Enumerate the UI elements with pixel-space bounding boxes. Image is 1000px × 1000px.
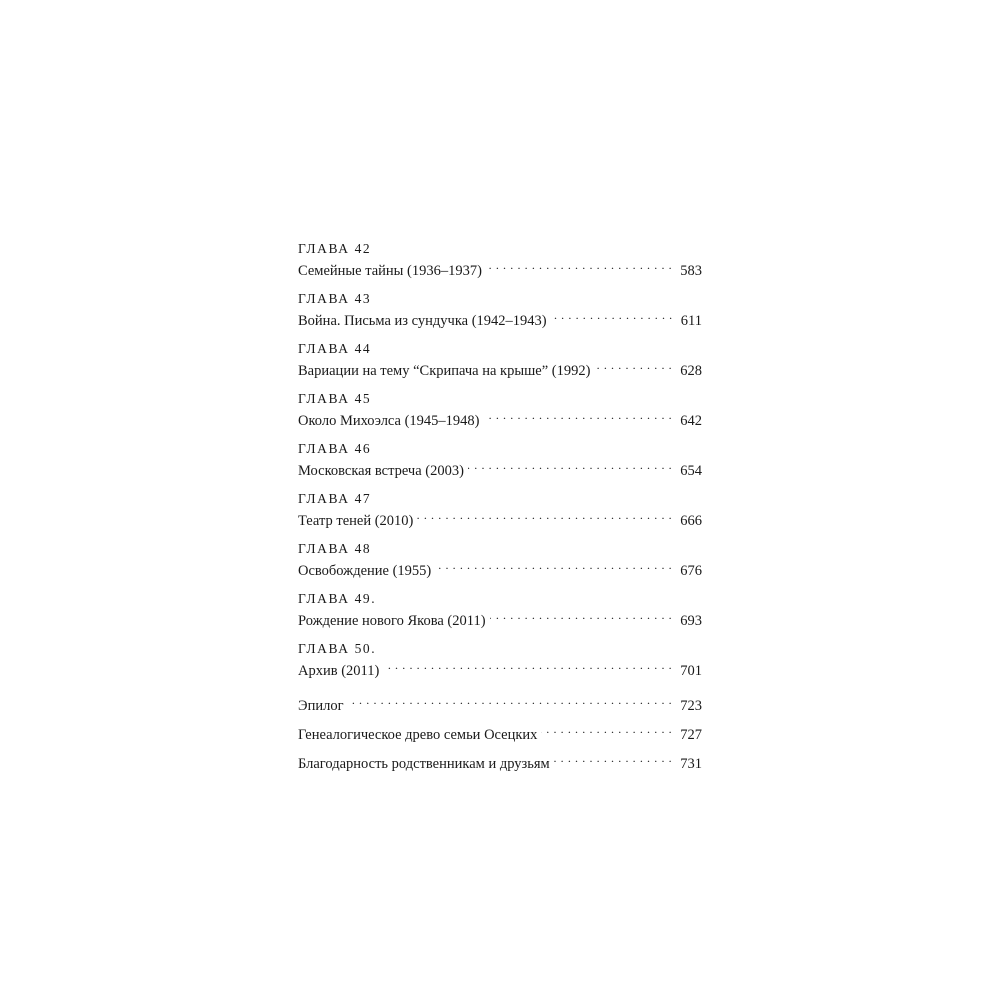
page-number: 727 [680, 727, 702, 743]
entry-title: Генеалогическое древо семьи Осецких [298, 727, 538, 743]
toc-line [298, 406, 702, 429]
chapter-title: Театр теней (2010) [298, 513, 414, 529]
chapter-title: Вариации на тему “Скрипача на крыше” (1992) [298, 363, 591, 379]
toc-line [298, 506, 702, 529]
toc-line [298, 256, 702, 279]
dot-leader [594, 356, 672, 375]
dot-leader [484, 406, 673, 425]
page-number: 731 [680, 756, 702, 772]
toc-chapter-entry [298, 591, 702, 629]
toc-chapter-entry [298, 241, 702, 279]
toc-line [298, 456, 702, 479]
entry-title: Благодарность родственникам и друзьям [298, 756, 550, 772]
dot-leader [554, 749, 673, 768]
toc-line [298, 556, 702, 579]
chapter-title: Около Михоэлса (1945–1948) [298, 413, 480, 429]
dot-leader [541, 720, 672, 739]
chapter-label: ГЛАВА 44 [298, 341, 372, 356]
entry-title: Эпилог [298, 698, 344, 714]
page-number: 642 [680, 413, 702, 429]
chapter-label: ГЛАВА 48 [298, 541, 372, 556]
chapter-title: Архив (2011) [298, 663, 380, 679]
toc-chapter-entry [298, 491, 702, 529]
dot-leader [551, 306, 673, 325]
chapter-label: ГЛАВА 50. [298, 641, 377, 656]
toc-extra-entry [298, 691, 702, 714]
dot-leader [417, 506, 672, 525]
chapter-label: ГЛАВА 47 [298, 491, 372, 506]
toc-line [298, 720, 702, 743]
chapter-label: ГЛАВА 49. [298, 591, 377, 606]
toc-chapter-entry [298, 441, 702, 479]
toc-chapter-entry [298, 391, 702, 429]
page-number: 654 [680, 463, 702, 479]
toc-line [298, 656, 702, 679]
dot-leader [383, 656, 672, 675]
chapter-label: ГЛАВА 46 [298, 441, 372, 456]
page-number: 701 [680, 663, 702, 679]
page-number: 676 [680, 563, 702, 579]
page-number: 723 [680, 698, 702, 714]
toc-chapter-entry [298, 541, 702, 579]
toc-chapter-entry [298, 291, 702, 329]
page-number: 628 [680, 363, 702, 379]
dot-leader [468, 456, 672, 475]
page-number: 693 [680, 613, 702, 629]
dot-leader [348, 691, 673, 710]
page-number: 666 [680, 513, 702, 529]
chapter-label: ГЛАВА 45 [298, 391, 372, 406]
dot-leader [490, 606, 673, 625]
chapter-label: ГЛАВА 42 [298, 241, 372, 256]
chapter-title: Московская встреча (2003) [298, 463, 464, 479]
chapter-title: Война. Письма из сундучка (1942–1943) [298, 313, 547, 329]
dot-leader [435, 556, 672, 575]
toc-line [298, 749, 702, 772]
toc-line [298, 306, 702, 329]
toc-extra-entry [298, 720, 702, 743]
chapter-title: Освобождение (1955) [298, 563, 432, 579]
page-number: 583 [680, 263, 702, 279]
toc-line [298, 606, 702, 629]
toc-extra-entry [298, 749, 702, 772]
toc-chapter-entry [298, 341, 702, 379]
toc-line [298, 356, 702, 379]
page-number: 611 [680, 313, 702, 329]
dot-leader [486, 256, 672, 275]
chapter-label: ГЛАВА 43 [298, 291, 372, 306]
toc-chapter-entry [298, 641, 702, 679]
table-of-contents [298, 241, 702, 778]
chapter-title: Семейные тайны (1936–1937) [298, 263, 482, 279]
toc-line [298, 691, 702, 714]
chapter-title: Рождение нового Якова (2011) [298, 613, 486, 629]
